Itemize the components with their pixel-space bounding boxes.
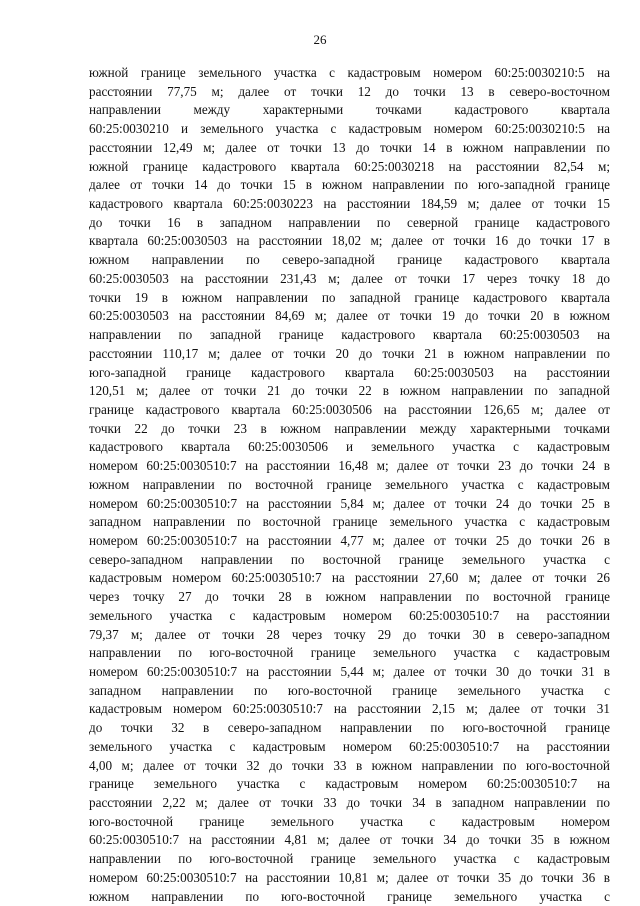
text-line: через точку 27 до точки 28 в южном направлении по восточной границе: [89, 589, 610, 605]
text-line: номером 60:25:0030510:7 на расстоянии 4,77 м; далее от точки 25 до точки 26 в: [89, 532, 610, 548]
text-line: расстоянии 110,17 м; далее от точки 20 до точки 21 в южном направлении по: [89, 345, 610, 361]
text-line: направлении по юго-восточной границе земельного участка с кадастровым: [89, 645, 610, 661]
text-line: южном направлении по северо-западной границе кадастрового квартала: [89, 252, 610, 268]
text-line: 120,51 м; далее от точки 21 до точки 22 в южном направлении по западной: [89, 383, 610, 399]
text-line: северо-западном направлении по восточной границе земельного участка с: [89, 551, 610, 567]
text-line: земельного участка с кадастровым номером 60:25:0030510:7 на расстоянии: [89, 607, 610, 623]
text-line: 79,37 м; далее от точки 28 через точку 29 до точки 30 в северо-западном: [89, 626, 610, 642]
text-line: кадастровым номером 60:25:0030510:7 на расстоянии 2,15 м; далее от точки 31: [89, 701, 610, 717]
text-line: юго-восточной границе земельного участка с кадастровым номером: [89, 813, 610, 829]
text-line: кадастровым номером 60:25:0030510:7 на расстоянии 27,60 м; далее от точки 26: [89, 570, 610, 586]
text-line: западном направлении по восточной границе земельного участка с кадастровым: [89, 514, 610, 530]
text-line: точки 22 до точки 23 в южном направлении между характерными точками: [89, 420, 610, 436]
text-line: номером 60:25:0030510:7 на расстоянии 5,84 м; далее от точки 24 до точки 25 в: [89, 495, 610, 511]
text-line: 4,00 м; далее от точки 32 до точки 33 в южном направлении по юго-восточной: [89, 757, 610, 773]
text-line: западном направлении по юго-восточной границе земельного участка с: [89, 682, 610, 698]
body-text: [89, 64, 610, 906]
text-line: 60:25:0030510:7 на расстоянии 4,81 м; далее от точки 34 до точки 35 в южном: [89, 832, 610, 848]
text-line: 60:25:0030503 на расстоянии 231,43 м; далее от точки 17 через точку 18 до: [89, 270, 610, 286]
text-line: южной границе земельного участка с кадастровым номером 60:25:0030210:5 на: [89, 65, 610, 80]
text-line: направлении по западной границе кадастрового квартала 60:25:0030503 на: [89, 327, 610, 343]
text-line: 60:25:0030210 и земельного участка с кадастровым номером 60:25:0030210:5 на: [89, 121, 610, 137]
text-line: номером 60:25:0030510:7 на расстоянии 5,44 м; далее от точки 30 до точки 31 в: [89, 664, 610, 679]
text-line: южной границе кадастрового квартала 60:25:0030218 на расстоянии 82,54 м;: [89, 158, 610, 174]
text-line: земельного участка с кадастровым номером 60:25:0030510:7 на расстоянии: [89, 738, 610, 754]
text-line: номером 60:25:0030510:7 на расстоянии 16,48 м; далее от точки 23 до точки 24 в: [89, 458, 610, 474]
text-line: кадастрового квартала 60:25:0030506 и земельного участка с кадастровым: [89, 439, 610, 455]
text-line: юго-западной границе кадастрового квартала 60:25:0030503 на расстоянии: [89, 364, 610, 380]
text-line: расстоянии 12,49 м; далее от точки 13 до точки 14 в южном направлении по: [89, 139, 610, 155]
text-line: до точки 16 в западном направлении по северной границе кадастрового: [89, 214, 610, 230]
text-line: южном направлении по восточной границе земельного участка с кадастровым: [89, 476, 610, 492]
text-line: направлении между характерными точками кадастрового квартала: [89, 102, 610, 118]
text-line: кадастрового квартала 60:25:0030223 на расстоянии 184,59 м; далее от точки 15: [89, 196, 610, 212]
text-line: 60:25:0030503 на расстоянии 84,69 м; далее от точки 19 до точки 20 в южном: [89, 308, 610, 324]
text-line: расстоянии 77,75 м; далее от точки 12 до точки 13 в северо-восточном: [89, 83, 610, 99]
text-line: до точки 32 в северо-западном направлении по юго-восточной границе: [89, 720, 610, 736]
text-line: номером 60:25:0030510:7 на расстоянии 10,81 м; далее от точки 35 до точки 36 в: [89, 869, 610, 885]
text-line: далее от точки 14 до точки 15 в южном направлении по юго-западной границе: [89, 177, 610, 193]
text-line: расстоянии 2,22 м; далее от точки 33 до точки 34 в западном направлении по: [89, 795, 610, 811]
text-line: точки 19 в южном направлении по западной границе кадастрового квартала: [89, 289, 610, 305]
text-line: границе кадастрового квартала 60:25:0030506 на расстоянии 126,65 м; далее от: [89, 401, 610, 417]
text-line: направлении по юго-восточной границе земельного участка с кадастровым: [89, 851, 610, 867]
page-number: 26: [313, 32, 327, 47]
text-line: границе земельного участка с кадастровым номером 60:25:0030510:7 на: [89, 776, 610, 792]
text-line: квартала 60:25:0030503 на расстоянии 18,02 м; далее от точки 16 до точки 17 в: [89, 233, 610, 249]
text-line: южном направлении по юго-восточной границе земельного участка с: [89, 888, 610, 904]
